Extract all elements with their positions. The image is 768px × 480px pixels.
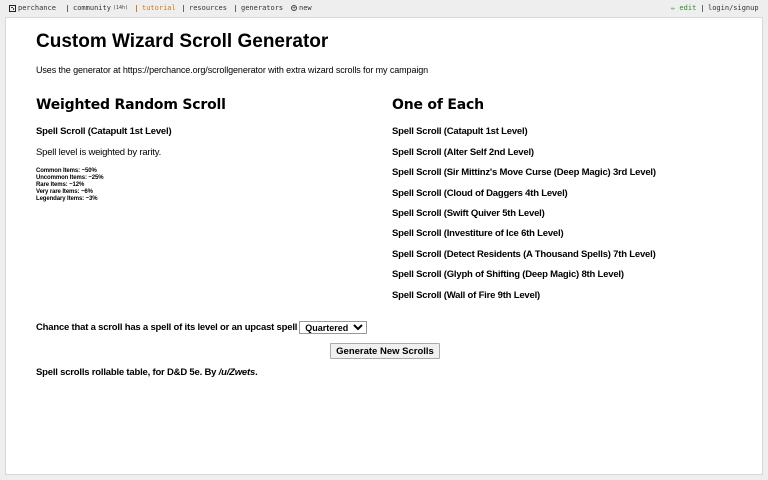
each-scroll-4: Spell Scroll (Cloud of Daggers 4th Level) <box>392 188 568 199</box>
rarity-rare: Rare Items: ~12% <box>36 182 85 188</box>
nav-generators-label: generators <box>241 4 284 12</box>
page-title: Custom Wizard Scroll Generator <box>36 31 329 52</box>
nav-community-badge: (14h) <box>112 5 128 11</box>
credit-line <box>36 367 258 378</box>
page-subtitle: Uses the generator at https://perchance.org/scrollgenerator with extra wizard scrolls for my campaign <box>36 65 429 75</box>
nav-generators[interactable] <box>235 4 283 12</box>
each-scroll-9: Spell Scroll (Wall of Fire 9th Level) <box>392 290 540 301</box>
author-link[interactable]: /u/Zwets <box>218 367 256 378</box>
generator-card <box>5 17 763 475</box>
each-scroll-6: Spell Scroll (Investiture of Ice 6th Level) <box>392 228 564 239</box>
perchance-logo-icon <box>9 5 16 12</box>
rarity-common: Common Items: ~50% <box>36 168 97 174</box>
tutorial-icon <box>136 5 140 12</box>
nav-new-label: new <box>299 4 312 12</box>
nav-edit-label: ✏ edit <box>671 4 697 12</box>
nav-home[interactable] <box>9 4 56 12</box>
chance-row <box>36 321 367 334</box>
nav-resources-label: resources <box>189 4 227 12</box>
rarity-legendary: Legendary Items: ~3% <box>36 196 98 202</box>
rarity-very-rare: Very rare Items: ~6% <box>36 189 93 195</box>
rarity-uncommon: Uncommon Items: ~25% <box>36 175 104 181</box>
plus-icon: + <box>292 5 296 12</box>
nav-community[interactable] <box>67 4 128 12</box>
top-nav <box>0 0 768 16</box>
nav-resources[interactable] <box>183 4 227 12</box>
each-scroll-3: Spell Scroll (Sir Mittinz's Move Curse (Deep Magic) 3rd Level) <box>392 167 656 178</box>
community-icon <box>67 5 71 12</box>
login-icon <box>702 5 706 12</box>
weighted-heading: Weighted Random Scroll <box>36 97 226 113</box>
each-scroll-5: Spell Scroll (Swift Quiver 5th Level) <box>392 208 545 219</box>
credit-suffix: . <box>255 367 258 378</box>
nav-tutorial-label: tutorial <box>142 4 176 12</box>
each-scroll-2: Spell Scroll (Alter Self 2nd Level) <box>392 147 534 158</box>
nav-edit[interactable] <box>671 4 696 12</box>
each-scroll-7: Spell Scroll (Detect Residents (A Thousand Spells) 7th Level) <box>392 249 656 260</box>
resources-icon <box>183 5 187 12</box>
weighted-scroll: Spell Scroll (Catapult 1st Level) <box>36 126 172 137</box>
generate-button[interactable]: Generate New Scrolls <box>330 343 440 359</box>
each-scroll-1: Spell Scroll (Catapult 1st Level) <box>392 126 528 137</box>
each-scroll-8: Spell Scroll (Glyph of Shifting (Deep Magic) 8th Level) <box>392 269 624 280</box>
nav-login[interactable] <box>702 4 759 12</box>
nav-tutorial[interactable] <box>136 4 176 12</box>
nav-new[interactable] <box>291 4 312 12</box>
chance-label: Chance that a scroll has a spell of its level or an upcast spell <box>36 322 298 333</box>
generators-icon <box>235 5 239 12</box>
weighted-note: Spell level is weighted by rarity. <box>36 147 162 158</box>
nav-login-label: login/signup <box>708 4 759 12</box>
each-heading: One of Each <box>392 97 484 113</box>
chance-select[interactable] <box>299 321 367 334</box>
nav-community-label: community <box>73 4 111 12</box>
nav-brand-label: perchance <box>18 4 56 12</box>
credit-prefix: Spell scrolls rollable table, for D&D 5e. By <box>36 367 219 378</box>
